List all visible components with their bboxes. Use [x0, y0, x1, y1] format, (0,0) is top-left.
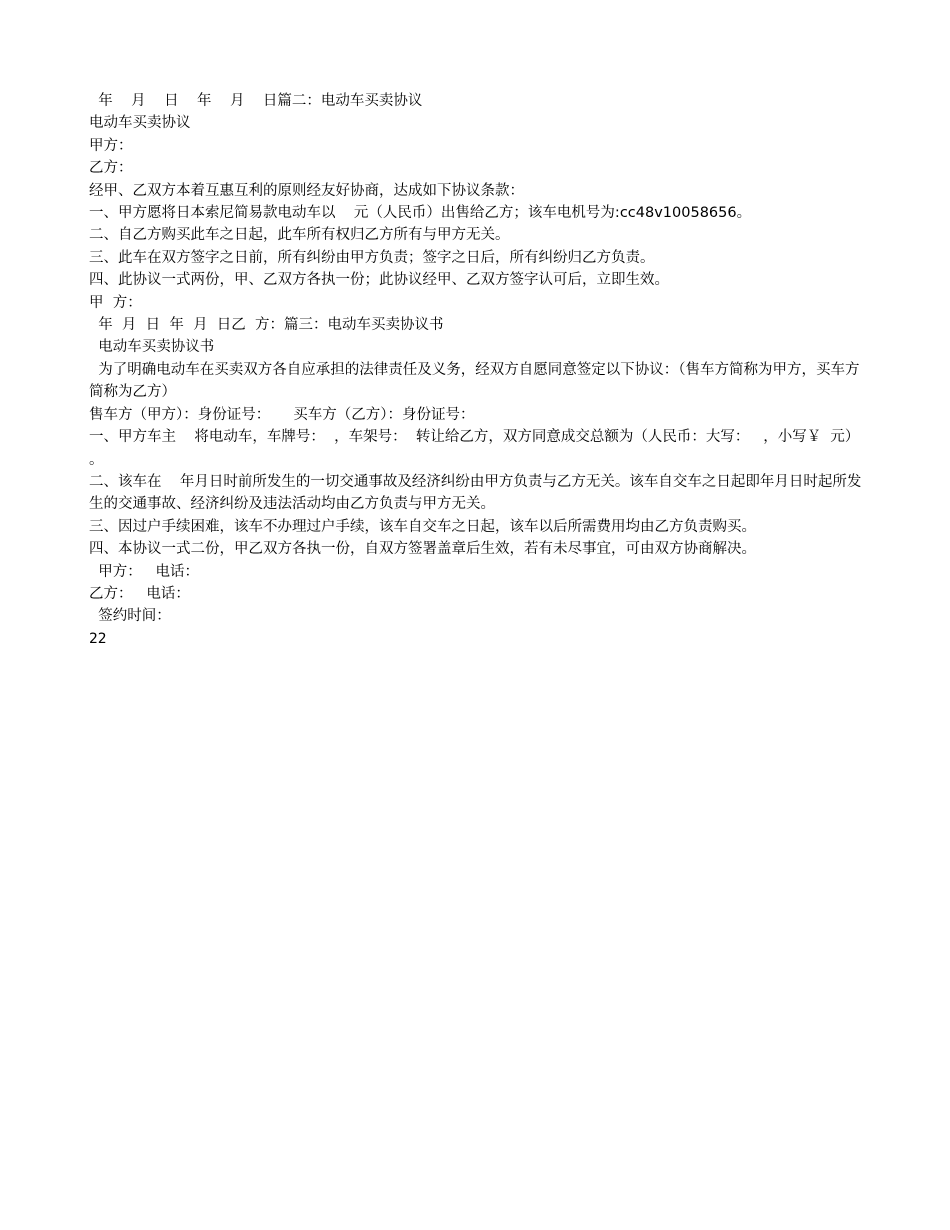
book-clause-3: 三、因过户手续困难，该车不办理过户手续，该车自交车之日起，该车以后所需费用均由乙方负责购买。 — [89, 518, 756, 535]
party-a-signature-label: 甲 方： — [89, 294, 142, 311]
agreement-book-intro: 为了明确电动车在买卖双方各自应承担的法律责任及义务，经双方自愿同意签定以下协议：（售车方简称为甲方，买车方简称为乙方） — [89, 361, 860, 401]
party-a-label: 甲方： — [89, 137, 133, 154]
signing-time-line: 签约时间： — [89, 608, 171, 625]
page-number: 22 — [89, 630, 107, 647]
clause-3: 三、此车在双方签字之日前，所有纠纷由甲方负责；签字之日后，所有纠纷归乙方负责。 — [89, 249, 655, 266]
date-line-section-3: 年 月 日 年 月 日乙 方：篇三：电动车买卖协议书 — [89, 317, 444, 334]
agreement-title: 电动车买卖协议 — [89, 115, 191, 132]
clause-1: 一、甲方愿将日本索尼简易款电动车以 元（人民币）出售给乙方；该车电机号为:cc48v10058656。 — [89, 205, 752, 222]
party-b-label: 乙方： — [89, 160, 133, 177]
book-clause-1: 一、甲方车主 将电动车，车牌号： ，车架号： 转让给乙方，双方同意成交总额为（人民币：大写： ，小写￥ 元） 。 — [89, 429, 869, 468]
party-b-phone-line: 乙方： 电话： — [89, 585, 190, 602]
party-a-phone-line: 甲方： 电话： — [89, 563, 200, 580]
clause-2: 二、自乙方购买此车之日起，此车所有权归乙方所有与甲方无关。 — [89, 227, 510, 244]
document-body — [89, 90, 869, 650]
seller-buyer-id-line: 售车方（甲方）：身份证号： 买车方（乙方）：身份证号： — [89, 406, 475, 423]
agreement-intro: 经甲、乙双方本着互惠互利的原则经友好协商，达成如下协议条款： — [89, 182, 524, 199]
book-clause-4: 四、本协议一式二份，甲乙双方各执一份，自双方签署盖章后生效，若有未尽事宜，可由双方协商解决。 — [89, 541, 756, 558]
book-clause-2: 二、该车在 年月日时前所发生的一切交通事故及经济纠纷由甲方负责与乙方无关。该车自交车之日起即年月日时起所发生的交通事故、经济纠纷及违法活动均由乙方负责与甲方无关。 — [89, 473, 862, 513]
agreement-book-title: 电动车买卖协议书 — [89, 339, 215, 356]
date-line-header: 年 月 日 年 月 日篇二：电动车买卖协议 — [89, 93, 423, 109]
clause-4: 四、此协议一式两份，甲、乙双方各执一份；此协议经甲、乙双方签字认可后，立即生效。 — [89, 272, 669, 289]
